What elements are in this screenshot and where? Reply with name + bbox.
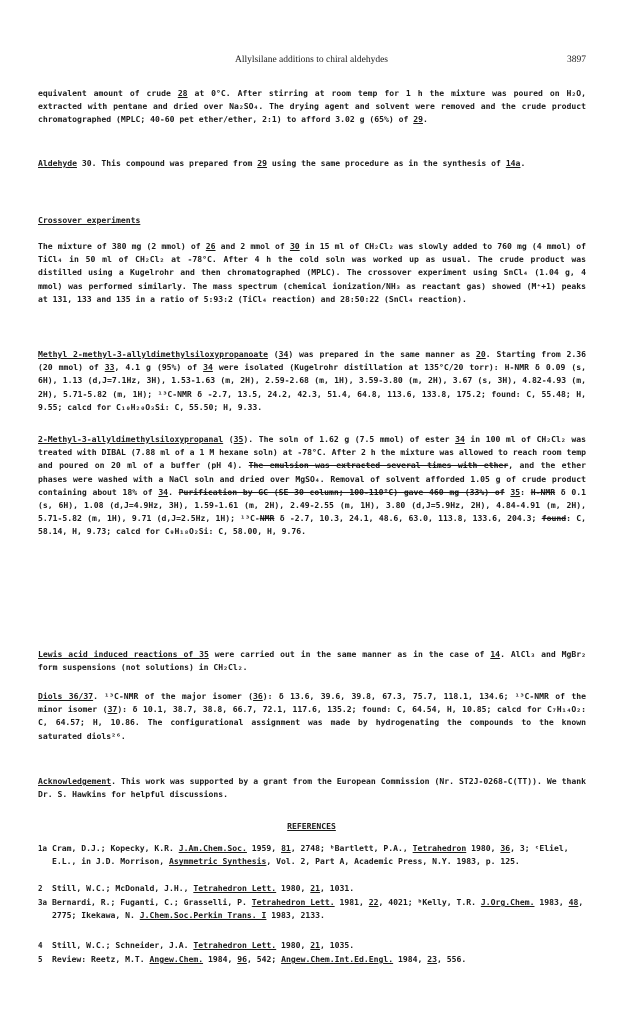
text: in 100 ml of CH₂Cl₂ was treated with DIBAL (7.88 ml of a 1 M hexane soln) at -78°C. After 2 h the mixture was allowed to reach room temp and poured on 20 ml of a buffer (pH 4). (38, 434, 586, 471)
text: ) was prepared in the same manner as (288, 349, 477, 359)
journal-name: Tetrahedron Lett. (193, 883, 277, 893)
text: . Starting from 2.36 (20 mmol) of (38, 349, 586, 373)
text: Still, W.C.; McDonald, J.H., (52, 883, 194, 893)
compound-ref: 29 (413, 114, 423, 125)
compound-ref: 35 (199, 649, 209, 659)
book-title: Asymmetric Synthesis (168, 856, 267, 867)
reference-number: 5 (38, 955, 43, 964)
reference-number: 4 (38, 941, 43, 950)
reference-text (52, 882, 590, 895)
paragraph-aldehyde-30 (38, 157, 586, 170)
text: 1980, (276, 940, 311, 950)
reference-number: 3a (38, 898, 48, 907)
text: equivalent amount of crude (38, 88, 178, 98)
compound-ref: 14 (490, 649, 501, 659)
text: : (520, 486, 531, 497)
text: Cram, D.J.; Kopecky, K.R. (52, 843, 179, 853)
page-header (0, 54, 623, 68)
volume: 21 (310, 940, 321, 950)
compound-ref: 37 (107, 704, 118, 715)
paragraph-heading: Methyl 2-methyl-3-allyldimethylsiloxypropanoate (38, 349, 268, 359)
compound-ref: 34 (158, 486, 169, 497)
text: , and the ether phases were washed with a NaCl soln and dried over MgSO₄. Removal of solvent afforded 1.05 g of crude product containing about 18% of (38, 460, 587, 497)
compound-ref: 20 (476, 349, 486, 359)
struck-text: Purification by GC (SE 30 column; 100-110°C) gave 460 mg (33%) of (178, 486, 505, 497)
paragraph-crossover (38, 240, 586, 306)
reference-number: 2 (38, 884, 43, 893)
paragraph-diols (38, 690, 586, 743)
text: in 15 ml of CH₂Cl₂ was slowly added to 760 mg (4 mmol) of TiCl₄ in 50 ml of CH₂Cl₂ at -78°C. After 4 h the cold soln was worked up as usual. The crude product was distilled using a Kugelrohr and then chromatographed (MPLC). The crossover experiment using SnCl₄ (1.04 g, 4 mmol) was performed similarly. The mass spectrum (chemical ionization/NH₃ as reactant gas) showed (M⁺+1) peaks at 131, 133 and 135 in a ratio of 5:93:2 (TiCl₄ reaction) and 28:50:22 (SnCl₄ reaction). (38, 241, 586, 304)
compound-ref: 30 (289, 241, 300, 251)
page-number: 3897 (567, 55, 586, 65)
text: δ -2.7, 10.3, 24.1, 48.6, 63.0, 113.8, 133.6, 204.3; (274, 513, 542, 524)
text: 1981, (334, 897, 369, 907)
paragraph-heading: Acknowledgement (38, 776, 112, 786)
text: using the same procedure as in the synthesis of (267, 158, 506, 168)
text: ). The soln of 1.62 g (7.5 mmol) of ester (243, 434, 456, 444)
compound-ref: 35 (510, 486, 521, 497)
text: and 2 mmol of (215, 241, 290, 251)
paragraph-lewis-acid (38, 648, 586, 674)
struck-text: found (541, 513, 567, 524)
journal-name: Tetrahedron Lett. (193, 940, 277, 950)
compound-ref: 28 (177, 88, 188, 98)
text: Review: Reetz, M.T. (52, 954, 150, 964)
journal-name: Angew.Chem. (149, 954, 204, 964)
volume: 21 (310, 883, 321, 893)
text: , 556. (437, 954, 467, 964)
reference-number: 1a (38, 844, 48, 853)
compound-ref: 33 (104, 362, 115, 373)
text: 1980, (276, 883, 311, 893)
compound-ref: 36 (253, 691, 263, 701)
journal-name: Angew.Chem.Int.Ed.Engl. (281, 954, 394, 964)
paragraph-heading: Aldehyde (38, 158, 77, 168)
volume: 48 (568, 897, 579, 907)
compound-ref: 26 (205, 241, 216, 251)
text: 1980, (466, 843, 501, 853)
text: . This work was supported by a grant from the European Commission (Nr. ST2J-0268-C(TT)). We thank Dr. S. Hawkins for helpful discussions. (38, 776, 586, 800)
text: at 0°C. After stirring at room temp for 1 h the mixture was poured on H₂O, extracted with pentane and dried over Na₂SO₄. The drying agent and solvent were removed and the crude product chromatographed (MPLC; 40-60 pet ether/ether, 2:1) to afford 3.02 g (65%) of (38, 88, 586, 125)
text: , 2748; ᵇBartlett, P.A., (290, 843, 413, 853)
text: Bernardi, R.; Fuganti, C.; Grasselli, P. (52, 897, 252, 907)
compound-ref: 34 (278, 349, 289, 359)
volume: 23 (427, 954, 438, 964)
references-heading: REFERENCES (287, 821, 336, 831)
text: . (168, 486, 179, 497)
paragraph-ester-34 (38, 348, 586, 414)
section-heading-crossover: Crossover experiments (38, 215, 141, 225)
text: , 4021; ᵇKelly, T.R. (378, 897, 481, 907)
journal-name: J.Org.Chem. (480, 897, 535, 907)
text: ( (267, 349, 279, 359)
volume: 81 (281, 843, 291, 853)
journal-name: J.Chem.Soc.Perkin Trans. I (139, 910, 267, 921)
text: . AlCl₃ and MgBr₂ form suspensions (not solutions) in CH₂Cl₂. (38, 649, 587, 673)
reference-text (52, 939, 590, 952)
text: , 542; (246, 954, 282, 964)
volume: 22 (368, 897, 379, 907)
volume: 96 (237, 954, 247, 964)
compound-ref: 34 (203, 362, 213, 373)
compound-ref: 29 (257, 158, 268, 168)
text: , 1031. (320, 883, 355, 893)
journal-name: J.Am.Chem.Soc. (178, 843, 247, 853)
paragraph-acknowledgement (38, 775, 586, 801)
text: 1983, 2133. (266, 910, 325, 921)
reference-text (52, 896, 590, 922)
text: 1983, (534, 897, 569, 907)
text: were isolated (Kugelrohr distillation at 135°C/20 torr): H-NMR δ 0.09 (s, 6H), 1.13 (d,J=7.1Hz, 3H), 1.53-1.63 (m, 2H), 2.59-2.68 (m, 1H), 3.59-3.80 (m, 2H), 3.67 (s, 3H), 4.82-4.93 (m, 2H), 5.71-5.82 (m, 1H); ¹³C-NMR δ -2.7, 13.5, 24.2, 42.3, 51.4, 64.8, 113.6, 133.8, 175.2; found: C, 55.48; H, 9.55; calcd for C₁₀H₂₀O₃Si: C, 55.50; H, 9.33. (38, 362, 586, 412)
journal-name: Tetrahedron Lett. (251, 897, 335, 907)
paragraph-continuation (38, 87, 586, 127)
compound-ref: 34 (455, 434, 465, 444)
text: δ 0.1 (s, 6H), 1.08 (d,J=4.9Hz, 3H), 1.59-1.61 (m, 2H), 2.49-2.55 (m, 1H), 3.80 (d,J=5.9Hz, 2H), 4.84-4.91 (m, 2H), 5.71-5.82 (m, 1H), 9.71 (d,J=2.5Hz, 1H); ¹³C- (38, 486, 586, 524)
volume: 36 (500, 843, 511, 853)
text: 1959, (246, 843, 282, 853)
journal-name: Tetrahedron (412, 843, 467, 853)
text: ): δ 13.6, 39.6, 39.8, 67.3, 75.7, 118.1, 134.6; ¹³C-NMR of the minor isomer ( (38, 691, 586, 715)
text: 1984, (203, 954, 238, 964)
text: , Vol. 2, Part A, Academic Press, N.Y. 1983, p. 125. (266, 856, 520, 867)
text: 1984, (393, 954, 428, 964)
running-title: Allylsilane additions to chiral aldehydes (234, 55, 389, 65)
struck-text: The emulsion was extracted several times with ether (248, 460, 509, 471)
text: were carried out in the same manner as in the case of (208, 649, 491, 659)
paragraph-heading: Lewis acid induced reactions of (38, 649, 200, 659)
compound-ref: 35 (233, 434, 244, 444)
text: , 1035. (320, 940, 355, 950)
paragraph-heading: Diols 36/37 (38, 691, 94, 701)
text: : C, 58.14, H, 9.73; calcd for C₉H₁₈O₂Si: C, 58.00, H, 9.76. (38, 513, 587, 537)
text: , 2775; Ikekawa, N. (52, 897, 584, 921)
text: 30. This compound was prepared from (76, 158, 258, 168)
reference-text (52, 953, 590, 966)
paragraph-heading: 2-Methyl-3-allyldimethylsiloxypropanal (38, 434, 224, 444)
text: , 3; ᶜEliel, E.L., in J.D. Morrison, (52, 843, 569, 867)
text: . (520, 158, 526, 168)
text: ): δ 10.1, 38.7, 38.8, 66.7, 72.1, 117.6, 135.2; found: C, 64.54, H, 10.85; calcd for C₇H₁₄O₂: C, 64.57; H, 10.86. The configurational assignment was made by hydrogenating the compounds to the known saturated diols²⁶. (38, 704, 586, 741)
text: ( (223, 434, 234, 444)
text: The mixture of 380 mg (2 mmol) of (38, 241, 206, 251)
text: Still, W.C.; Schneider, J.A. (52, 940, 194, 950)
text: , 4.1 g (95%) of (114, 362, 204, 373)
struck-text: H-NMR (530, 486, 556, 497)
compound-ref: 14a (505, 158, 521, 168)
struck-text: NMR (259, 513, 275, 524)
reference-text (52, 842, 590, 868)
text: . ¹³C-NMR of the major isomer ( (93, 691, 253, 701)
text: . (422, 114, 428, 125)
paragraph-aldehyde-35 (38, 433, 586, 539)
